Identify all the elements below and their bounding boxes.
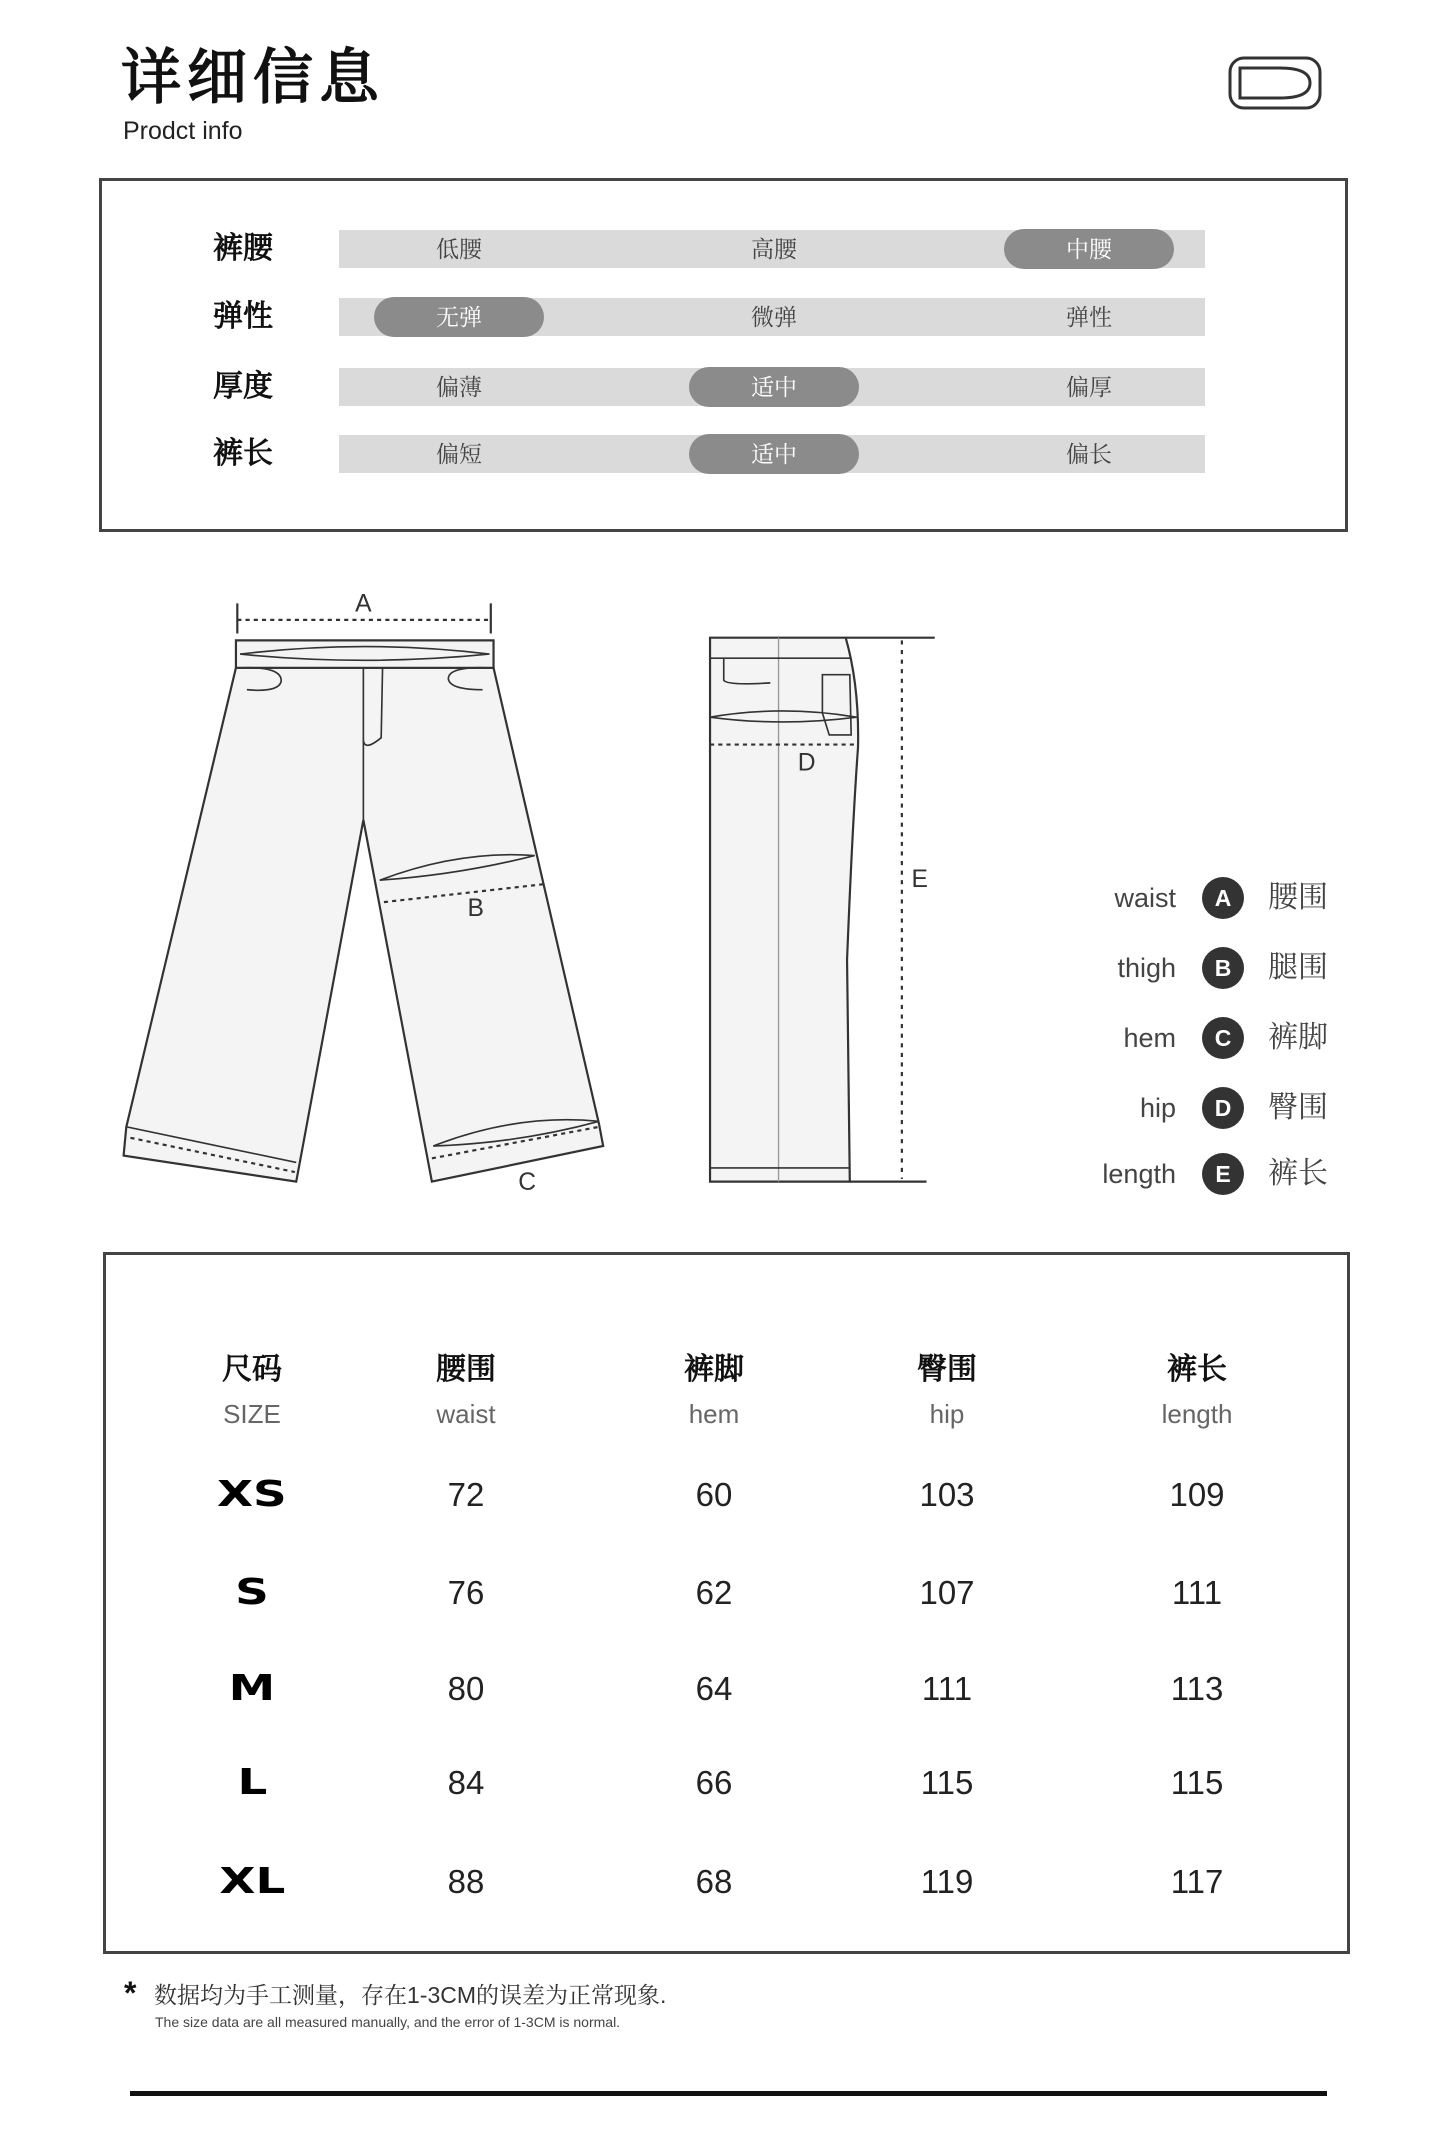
label-d: D — [797, 749, 816, 777]
attribute-label: 裤长 — [213, 437, 273, 470]
label-b: B — [467, 894, 484, 922]
attribute-option-selected: 中腰 — [1004, 229, 1174, 269]
legend-item — [1040, 1086, 1340, 1130]
attribute-label: 弹性 — [213, 300, 273, 333]
legend-english: hip — [1139, 1093, 1176, 1123]
note-asterisk-icon: * — [124, 1975, 137, 2011]
measurement-note-english: The size data are all measured manually, and the error of 1-3CM is normal. — [155, 2014, 621, 2030]
legend-letter-badge: C — [1202, 1017, 1244, 1059]
size-label: XL — [219, 1861, 285, 1902]
hip-value: 107 — [919, 1574, 975, 1611]
hem-value: 60 — [695, 1476, 733, 1513]
hem-value: 62 — [695, 1574, 733, 1611]
legend-item — [1040, 946, 1340, 990]
attribute-option: 偏长 — [1066, 441, 1112, 467]
measurement-note-chinese: 数据均为手工测量，存在1-3CM的误差为正常现象. — [154, 1982, 667, 2008]
legend-letter-badge: E — [1202, 1153, 1244, 1195]
column-header: 臀围 — [917, 1353, 977, 1386]
attribute-option: 微弹 — [751, 304, 797, 330]
waist-value: 80 — [447, 1670, 485, 1707]
hem-value: 66 — [695, 1764, 733, 1801]
attribute-option-selected: 无弹 — [374, 297, 544, 337]
size-label: L — [237, 1762, 267, 1803]
length-value: 115 — [1170, 1764, 1224, 1801]
attribute-option: 高腰 — [751, 236, 797, 262]
column-header: 尺码 — [222, 1353, 282, 1386]
column-subheader: hem — [688, 1399, 740, 1429]
legend-chinese: 裤脚 — [1268, 1021, 1328, 1054]
label-a: A — [355, 590, 372, 618]
page-title: 详细信息 — [121, 44, 385, 111]
legend-english: thigh — [1117, 953, 1176, 983]
waist-value: 72 — [447, 1476, 485, 1513]
waist-value: 84 — [447, 1764, 485, 1801]
attribute-option: 弹性 — [1066, 304, 1112, 330]
hem-value: 68 — [695, 1863, 733, 1900]
legend-chinese: 裤长 — [1268, 1157, 1328, 1190]
size-table — [103, 1252, 1350, 1954]
attribute-panel — [99, 178, 1348, 532]
table-subheader-row — [106, 1392, 1347, 1436]
legend-letter-badge: B — [1202, 947, 1244, 989]
label-c: C — [518, 1168, 537, 1196]
column-subheader: SIZE — [223, 1399, 281, 1429]
attribute-option: 偏薄 — [436, 374, 482, 400]
pants-measurement-diagram — [82, 576, 1001, 1220]
column-subheader: hip — [929, 1399, 965, 1429]
waist-value: 88 — [447, 1863, 485, 1900]
table-row — [106, 1761, 1347, 1805]
table-row — [106, 1860, 1347, 1904]
waist-value: 76 — [447, 1574, 485, 1611]
length-value: 111 — [1171, 1574, 1223, 1611]
legend-letter-badge: A — [1202, 877, 1244, 919]
legend-item — [1040, 876, 1340, 920]
table-row — [106, 1473, 1347, 1517]
attribute-scale — [339, 230, 1205, 268]
column-subheader: length — [1161, 1399, 1233, 1429]
legend-chinese: 腿围 — [1268, 951, 1328, 984]
column-header: 腰围 — [436, 1353, 496, 1386]
attribute-row — [102, 229, 1345, 269]
column-subheader: waist — [436, 1399, 496, 1429]
attribute-row — [102, 434, 1345, 474]
legend-item — [1040, 1016, 1340, 1060]
legend-english: waist — [1114, 883, 1176, 913]
attribute-scale — [339, 368, 1205, 406]
hip-value: 115 — [920, 1764, 974, 1801]
attribute-label: 裤腰 — [213, 232, 273, 265]
legend-english: length — [1102, 1159, 1176, 1189]
front-view-pants — [124, 603, 604, 1181]
table-header-row — [106, 1348, 1347, 1392]
brand-d-logo-icon — [1228, 56, 1322, 110]
attribute-row — [102, 297, 1345, 337]
bottom-divider — [130, 2091, 1327, 2096]
attribute-option: 偏短 — [436, 441, 482, 467]
hip-value: 111 — [921, 1670, 973, 1707]
table-row — [106, 1571, 1347, 1615]
legend-chinese: 臀围 — [1268, 1091, 1328, 1124]
legend-english: hem — [1123, 1023, 1176, 1053]
hip-value: 103 — [919, 1476, 975, 1513]
attribute-label: 厚度 — [213, 370, 273, 403]
length-value: 117 — [1170, 1863, 1224, 1900]
hip-value: 119 — [920, 1863, 974, 1900]
table-row — [106, 1667, 1347, 1711]
size-label: XS — [217, 1474, 287, 1515]
side-view-pants — [710, 638, 935, 1182]
length-value: 109 — [1169, 1476, 1225, 1513]
page-subtitle: Prodct info — [123, 117, 243, 145]
legend-chinese: 腰围 — [1268, 881, 1328, 914]
attribute-option: 偏厚 — [1066, 374, 1112, 400]
size-label: M — [228, 1668, 276, 1709]
attribute-scale — [339, 435, 1205, 473]
hem-value: 64 — [695, 1670, 733, 1707]
attribute-row — [102, 367, 1345, 407]
attribute-option-selected: 适中 — [689, 434, 859, 474]
label-e: E — [911, 866, 928, 894]
length-value: 113 — [1170, 1670, 1224, 1707]
attribute-scale — [339, 298, 1205, 336]
attribute-option: 低腰 — [436, 236, 482, 262]
legend-letter-badge: D — [1202, 1087, 1244, 1129]
column-header: 裤长 — [1167, 1353, 1227, 1386]
size-label: S — [235, 1572, 269, 1613]
attribute-option-selected: 适中 — [689, 367, 859, 407]
legend-item — [1040, 1152, 1340, 1196]
column-header: 裤脚 — [684, 1353, 744, 1386]
